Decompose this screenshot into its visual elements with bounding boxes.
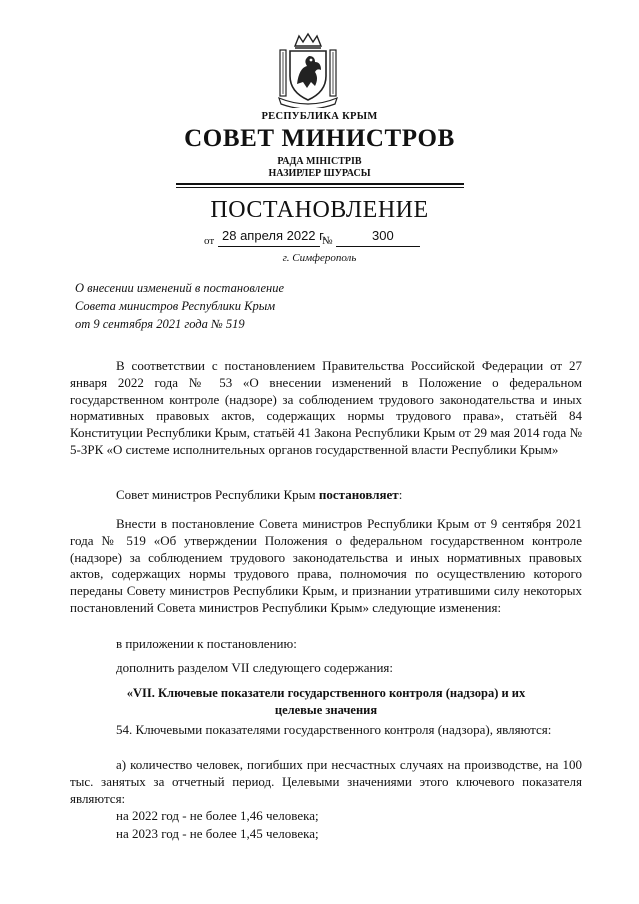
republic-name: РЕСПУБЛИКА КРЫМ — [261, 111, 378, 122]
decree-subject — [75, 279, 284, 333]
target-2022: на 2022 год - не более 1,46 человека; — [116, 808, 319, 823]
date-prefix: от — [204, 235, 215, 247]
preamble-paragraph: В соответствии с постановлением Правительства Российской Федерации от 27 января 2022 года № 53 «О внесении изменений в Положение о федеральном государственном контроле (надзоре) за соблюдением трудового законодательства и иных нормативных правовых актов, содержащих нормы трудового права», статьёй 84 Конституции Республики Крым, статьёй 41 Закона Республики Крым от 29 мая 2014 года № 5-ЗРК «О системе исполнительных органов государственной власти Республики Крым» — [70, 358, 582, 457]
decree-date: 28 апреля 2022 г. — [222, 228, 326, 243]
resolution-prefix: Совет министров Республики Крым — [116, 487, 319, 502]
decree-number: 300 — [372, 228, 394, 243]
section-add-paragraph: дополнить разделом VII следующего содержания: — [116, 660, 393, 675]
clause-54-paragraph: 54. Ключевыми показателями государственного контроля (надзора), являются: — [116, 722, 552, 737]
appendix-paragraph: в приложении к постановлению: — [116, 636, 297, 651]
number-sign: № — [322, 235, 333, 247]
amendment-paragraph: Внести в постановление Совета министров Республики Крым от 9 сентября 2021 года № 519 «Об утверждении Положения о федеральном государственном контроле (надзоре) за соблюдением трудового законодательства и иных нормативных правовых актов, содержащих нормы трудового права, полномочия по осуществлению которого переданы Совету министров Республики Крым, и признании утратившими силу некоторых постановлений Совета министров Республики Крым» следующие изменения: — [70, 516, 582, 615]
section-heading-line: «VII. Ключевые показатели государственного контроля (надзора) и их — [126, 686, 526, 700]
subject-line: О внесении изменений в постановление — [75, 281, 285, 295]
city: г. Симферополь — [282, 252, 357, 264]
header-divider-thin — [176, 187, 464, 188]
resolution-paragraph — [70, 487, 582, 504]
subject-line: Совета министров Республики Крым — [75, 299, 276, 313]
coat-of-arms-emblem — [277, 32, 339, 108]
clause-a-paragraph: а) количество человек, погибших при несчастных случаях на производстве, на 100 тыс. занятых за отчетный период. Целевыми значениями этого ключевого показателя являются: — [70, 757, 582, 806]
document-type-title: ПОСТАНОВЛЕНИЕ — [210, 197, 429, 223]
section-heading — [70, 685, 582, 719]
council-title-ukrainian: РАДА МІНІСТРІВ — [277, 156, 362, 167]
resolution-keyword: постановляет — [318, 487, 399, 502]
council-title: СОВЕТ МИНИСТРОВ — [184, 125, 455, 152]
target-2023: на 2023 год - не более 1,45 человека; — [116, 826, 319, 841]
date-number-line — [0, 226, 639, 250]
number-underline — [336, 246, 420, 247]
council-title-crimean-tatar: НАЗИРЛЕР ШУРАСЫ — [268, 168, 371, 179]
header-divider-thick — [176, 183, 464, 185]
date-underline — [218, 246, 320, 247]
subject-line: от 9 сентября 2021 года № 519 — [75, 317, 245, 331]
section-heading-line: целевые значения — [274, 703, 378, 717]
resolution-suffix: : — [398, 487, 403, 502]
